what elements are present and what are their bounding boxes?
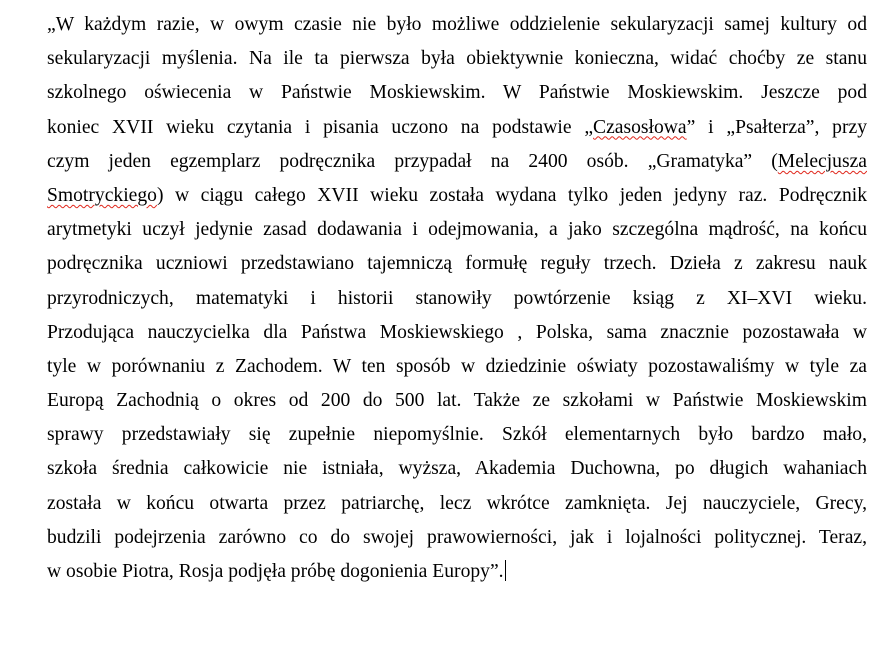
text-run: szkoła średnia całkowicie nie istniała, wyższa, Akademia Duchowna, po długich wahaniach: [47, 458, 867, 480]
text-line: [47, 213, 867, 247]
text-line: [47, 76, 867, 110]
text-run: sekularyzacji myślenia. Na ile ta pierwsza była obiektywnie konieczna, widać choćby ze stanu: [47, 48, 867, 70]
text-line: [47, 247, 867, 281]
text-run: koniec XVII wieku czytania i pisania uczono na podstawie „: [47, 116, 594, 138]
text-line: [47, 521, 867, 555]
quote-paragraph[interactable]: [47, 8, 867, 589]
text-line: [47, 179, 867, 213]
text-run: szkolnego oświecenia w Państwie Moskiewskim. W Państwie Moskiewskim. Jeszcze pod: [47, 82, 867, 104]
text-line: [47, 42, 867, 76]
text-run: arytmetyki uczył jedynie zasad dodawania i odejmowania, a jako szczególna mądrość, na końcu: [47, 219, 867, 241]
text-run: została w końcu otwarta przez patriarchę, lecz wkrótce zamknięta. Jej nauczyciele, Grecy,: [47, 492, 867, 514]
text-run: ” i „Psałterza”, przy: [686, 116, 867, 138]
text-run: budzili podejrzenia zarówno co do swojej prawowierności, jak i lojalności politycznej. Teraz,: [47, 526, 867, 548]
text-run: podręcznika uczniowi przedstawiano tajemniczą formułę reguły trzech. Dzieła z zakresu nauk: [47, 253, 867, 275]
text-run: Przodująca nauczycielka dla Państwa Moskiewskiego , Polska, sama znacznie pozostawała w: [47, 321, 867, 343]
text-run: sprawy przedstawiały się zupełnie niepomyślnie. Szkół elementarnych było bardzo mało,: [47, 424, 867, 446]
text-run: Europą Zachodnią o okres od 200 do 500 lat. Także ze szkołami w Państwie Moskiewskim: [47, 390, 867, 412]
text-line: [47, 282, 867, 316]
text-run: w osobie Piotra, Rosja podjęła próbę dogonienia Europy”.: [47, 561, 504, 582]
text-run: tyle w porównaniu z Zachodem. W ten sposób w dziedzinie oświaty pozostawaliśmy w tyle za: [47, 355, 867, 377]
text-line: [47, 111, 867, 145]
text-cursor: [505, 560, 506, 581]
text-run: „W każdym razie, w owym czasie nie było możliwe oddzielenie sekularyzacji samej kultury od: [47, 14, 867, 35]
text-line: [47, 316, 867, 350]
misspelled-word[interactable]: Melecjusza: [777, 150, 867, 172]
text-line: [47, 145, 867, 179]
text-run: czym jeden egzemplarz podręcznika przypadał na 2400 osób. „Gramatyka” (: [47, 150, 778, 172]
text-line: [47, 350, 867, 384]
text-line: [47, 384, 867, 418]
text-line: [47, 8, 867, 42]
text-line: [47, 418, 867, 452]
text-line: [47, 452, 867, 486]
text-run: przyrodniczych, matematyki i historii stanowiły powtórzenie ksiąg z XI–XVI wieku.: [47, 287, 867, 309]
text-run: ) w ciągu całego XVII wieku została wydana tylko jeden jedyny raz. Podręcznik: [156, 184, 867, 206]
text-line: [47, 487, 867, 521]
misspelled-word[interactable]: Smotryckiego: [47, 184, 157, 206]
text-line: [47, 555, 867, 589]
misspelled-word[interactable]: Czasosłowa: [593, 116, 687, 138]
